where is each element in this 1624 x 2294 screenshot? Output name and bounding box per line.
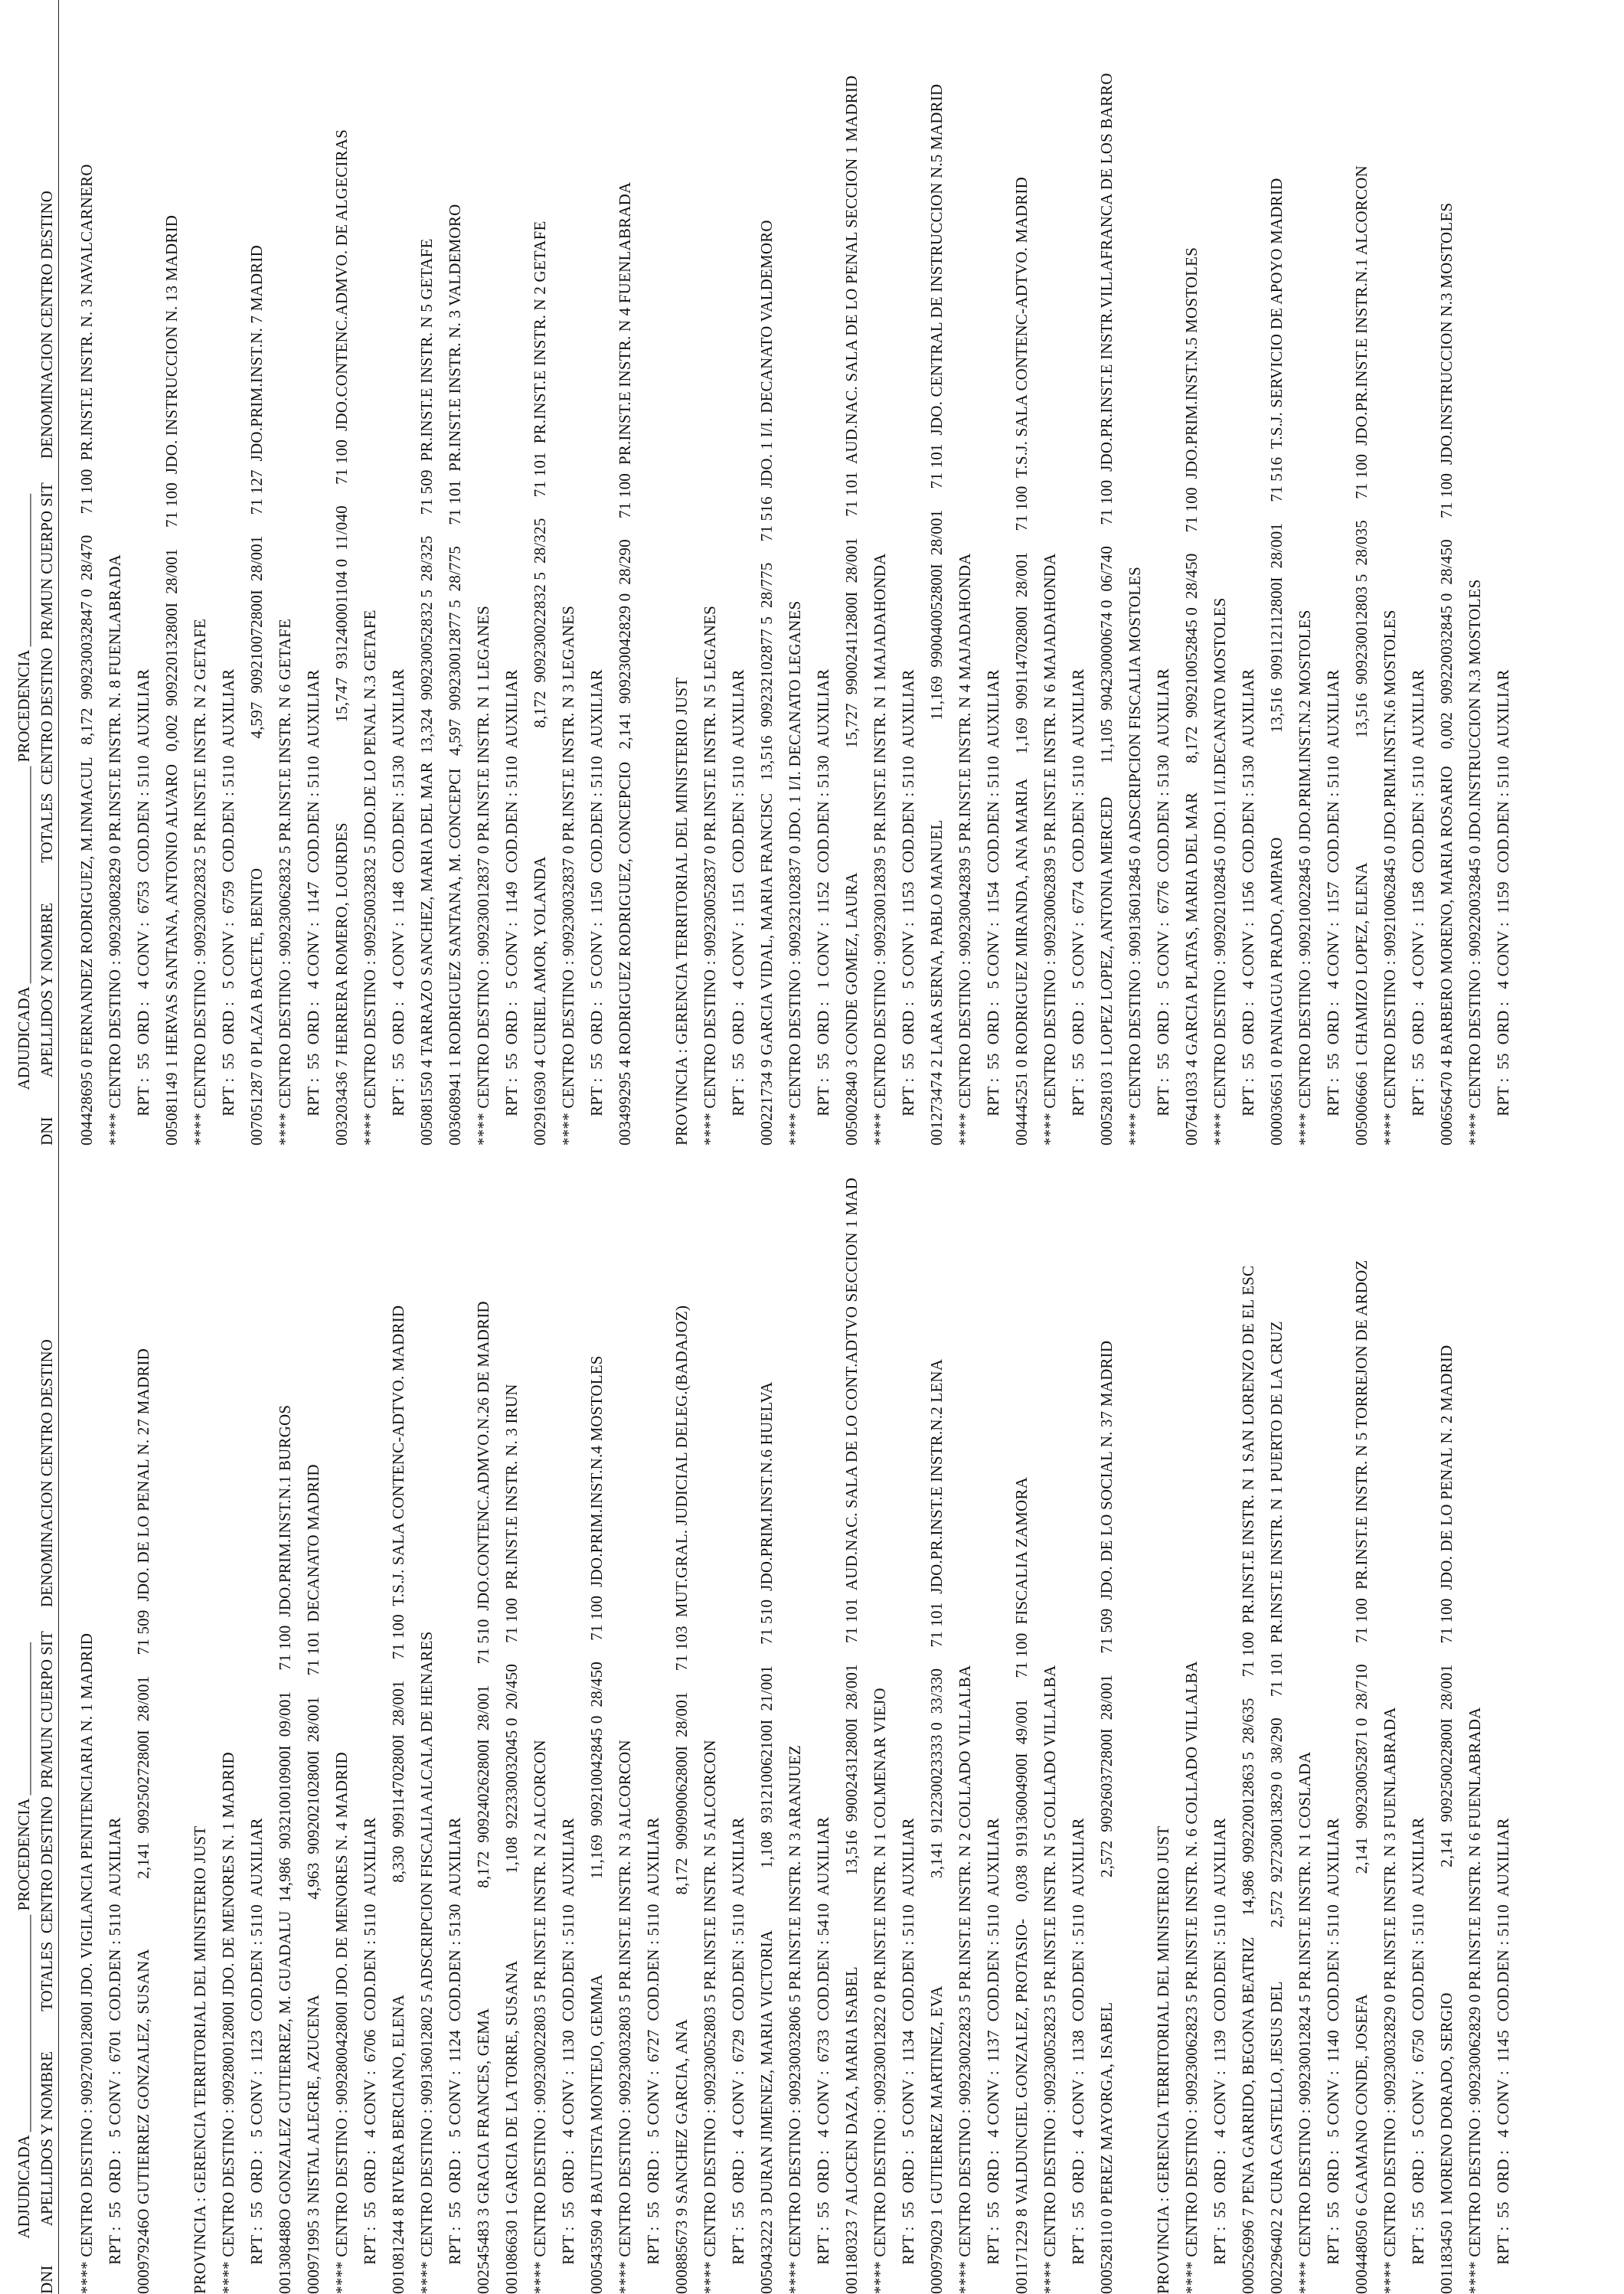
centro-destino-line: **** CENTRO DESTINO : 909230062823 5 PR.INST.E INSTR. N. 6 COLLADO VILLALBA	[1182, 1661, 1201, 2294]
centro-destino-line: **** CENTRO DESTINO : 909230032829 0 PR.INST.E INSTR. N 3 FUENLABRADA	[1381, 1707, 1399, 2294]
provincia-line: PROVINCIA : GERENCIA TERRITORIAL DEL MINISTERIO JUST	[1154, 1825, 1172, 2294]
rpt-detail-line: RPT : 55 ORD : 4 CONV : 1159 COD.DEN : 5110 AUXILIAR	[1494, 669, 1512, 1145]
adjudicatario-line: 001081244 8 RIVERA BERCIANO, ELENA 8,330 909114702800I 28/001 71 100 T.S.J. SALA CONTENC-ADTVO. MADRID	[389, 1305, 407, 2294]
rpt-detail-line: RPT : 55 ORD : 4 CONV : 6753 COD.DEN : 5110 AUXILIAR	[134, 668, 152, 1145]
centro-destino-line: **** CENTRO DESTINO : 909230032803 5 PR.INST.E INSTR. N 3 ALCORCON	[616, 1740, 634, 2294]
centro-destino-line: **** CENTRO DESTINO : 909230022803 5 PR.INST.E INSTR. N 2 ALCORCON	[531, 1740, 549, 2294]
adjudicatario-line: 007641033 4 GARCIA PLATAS, MARIA DEL MAR 8,172 909210052845 0 28/450 71 100 JDO.PRIM.INST.N.5 MOSTOLES	[1182, 247, 1201, 1145]
adjudicatario-line: 000528103 1 LOPEZ LOPEZ, ANTONIA MERCED 11,105 904230000674 0 06/740 71 100 JDO.PR.INST.E INSTR.VILLAFRANCA DE LOS BARRO	[1097, 73, 1116, 1145]
rpt-detail-line: RPT : 55 ORD : 5 CONV : 1153 COD.DEN : 5110 AUXILIAR	[899, 669, 917, 1145]
header-rule	[58, 1145, 59, 2294]
adjudicatario-line: 002545483 3 GRACIA FRANCES, GEMA 8,172 909240262800I 28/001 71 510 JDO.CONTENC.ADMVO.N.26 DE MADRID	[474, 1301, 492, 2294]
centro-destino-line: **** CENTRO DESTINO : 909230052803 5 PR.INST.E INSTR. N 5 ALCORCON	[701, 1740, 719, 2294]
rpt-detail-line: RPT : 55 ORD : 4 CONV : 6706 COD.DEN : 5110 AUXILIAR	[361, 1817, 379, 2294]
adjudicatario-line: 000528110 0 PEREZ MAYORGA, ISABEL 2,572 909260372800I 28/001 71 509 JDO. DE LO SOCIAL N. 37 MADRID	[1097, 1340, 1116, 2294]
adjudicatario-line: 003608941 1 RODRIGUEZ SANTANA, M. CONCEPCI 4,597 909230012877 5 28/775 71 101 PR.INST.E INSTR. N. 3 VALDEMORO	[446, 204, 464, 1145]
adjudicatario-line: 001171229 8 VALDUNCIEL GONZALEZ, PROTASIO- 0,038 919136004900I 49/001 71 100 FISCALIA ZAMORA	[1012, 1477, 1031, 2294]
rpt-detail-line: RPT : 55 ORD : 4 CONV : 6733 COD.DEN : 5410 AUXILIAR	[814, 1816, 832, 2294]
rpt-detail-line: RPT : 55 ORD : 5 CONV : 1149 COD.DEN : 5110 AUXILIAR	[502, 669, 521, 1145]
rpt-detail-line: RPT : 55 ORD : 4 CONV : 1157 COD.DEN : 5110 AUXILIAR	[1324, 669, 1342, 1145]
adjudicatario-line: 003203436 7 HERRERA ROMERO, LOURDES 15,747 931240001104 0 11/040 71 100 JDO.CONTENC.ADMVO. DE ALGECIRAS	[332, 129, 351, 1145]
rpt-detail-line: RPT : 55 ORD : 5 CONV : 6701 COD.DEN : 5110 AUXILIAR	[106, 1817, 124, 2294]
rpt-detail-line: RPT : 55 ORD : 5 CONV : 6759 COD.DEN : 5110 AUXILIAR	[219, 668, 237, 1145]
adjudicatario-line: 000979029 1 GUTIERREZ MARTINEZ, EVA 3,141 912230023333 0 33/330 71 101 JDO.PR.INST.E INSTR.N.2 LENA	[927, 1358, 946, 2294]
centro-destino-line: **** CENTRO DESTINO : 909230032806 5 PR.INST.E INSTR. N 3 ARANJUEZ	[786, 1745, 804, 2294]
adjudicatario-line: 005006666 1 CHAMIZO LOPEZ, ELENA 13,516 909230012803 5 28/035 71 100 JDO.PR.INST.E INSTR.N.1 ALCORCON	[1352, 165, 1371, 1145]
rpt-detail-line: RPT : 55 ORD : 4 CONV : 1145 COD.DEN : 5110 AUXILIAR	[1494, 1818, 1512, 2294]
adjudicatario-line: 000036651 0 PANIAGUA PRADO, AMPARO 13,516 909112112800I 28/001 71 516 T.S.J. SERVICIO DE APOYO MADRID	[1267, 178, 1286, 1145]
rpt-detail-line: RPT : 55 ORD : 5 CONV : 1154 COD.DEN : 5110 AUXILIAR	[984, 669, 1002, 1145]
rpt-detail-line: RPT : 55 ORD : 4 CONV : 1158 COD.DEN : 5110 AUXILIAR	[1409, 669, 1427, 1145]
column-header	[0, 0, 61, 1145]
centro-destino-line: **** CENTRO DESTINO : 909230052837 0 PR.INST.E INSTR. N 5 LEGANES	[701, 605, 719, 1145]
adjudicatario-line: 001180323 7 ALOCEN DAZA, MARIA ISABEL 13,516 990024312800I 28/001 71 101 AUD.NAC. SALA DE LO CONT.ADTVO SECCION 1 MAD	[842, 1178, 861, 2294]
adjudicatario-line: 005002840 3 CONDE GOMEZ, LAURA 15,727 990024112800I 28/001 71 101 AUD.NAC. SALA DE LO PENAL SECCION 1 MADRID	[842, 75, 861, 1145]
rpt-detail-line: RPT : 55 ORD : 4 CONV : 1148 COD.DEN : 5130 AUXILIAR	[389, 668, 407, 1145]
centro-destino-line: **** CENTRO DESTINO : 909230062832 5 PR.INST.E INSTR. N 6 GETAFE	[276, 619, 294, 1145]
rpt-detail-line: RPT : 55 ORD : 4 CONV : 6729 COD.DEN : 5110 AUXILIAR	[729, 1817, 747, 2294]
rpt-detail-line: RPT : 55 ORD : 4 CONV : 1139 COD.DEN : 5110 AUXILIAR	[1211, 1818, 1229, 2294]
rpt-detail-line: RPT : 55 ORD : 4 CONV : 1147 COD.DEN : 5110 AUXILIAR	[304, 669, 322, 1145]
left-column	[0, 1145, 1624, 2294]
column-header	[0, 1145, 61, 2294]
header-field-line: DNI APELLIDOS Y NOMBRE TOTALES CENTRO DESTINO PR/MUN CUERPO SIT DENOMINACION CENTRO DESTINO	[38, 191, 56, 1145]
centro-destino-line: **** CENTRO DESTINO : 909232102837 0 JDO. 1 I/I. DECANATO LEGANES	[786, 600, 804, 1145]
adjudicatario-line: 000656470 4 BARBERO MORENO, MARIA ROSARIO 0,002 909220032845 0 28/450 71 100 JDO.INSTRUCCION N.3 MOSTOLES	[1437, 202, 1456, 1145]
rpt-detail-line: RPT : 55 ORD : 5 CONV : 1134 COD.DEN : 5110 AUXILIAR	[899, 1818, 917, 2294]
header-rule	[58, 0, 59, 1145]
rpt-detail-line: RPT : 55 ORD : 4 CONV : 1156 COD.DEN : 5130 AUXILIAR	[1239, 668, 1257, 1145]
centro-destino-line: **** CENTRO DESTINO : 909280012800I JDO. DE MENORES N. 1 MADRID	[219, 1752, 237, 2294]
centro-destino-line: **** CENTRO DESTINO : 909210062845 0 JDO.PRIM.INST.N.6 MOSTOLES	[1381, 609, 1399, 1145]
rpt-detail-line: RPT : 55 ORD : 4 CONV : 1151 COD.DEN : 5110 AUXILIAR	[729, 669, 747, 1145]
rpt-detail-line: RPT : 55 ORD : 5 CONV : 1150 COD.DEN : 5110 AUXILIAR	[587, 669, 606, 1145]
centro-destino-line: **** CENTRO DESTINO : 909230012839 5 PR.INST.E INSTR. N 1 MAJADAHONDA	[871, 553, 889, 1145]
adjudicatario-line: 005043222 3 DURAN JIMENEZ, MARIA VICTORIA 1,108 931210062100I 21/001 71 510 JDO.PRIM.INST.N.6 HUELVA	[757, 1381, 776, 2294]
rpt-detail-line: RPT : 55 ORD : 4 CONV : 1137 COD.DEN : 5110 AUXILIAR	[984, 1818, 1002, 2294]
adjudicatario-line: 001273474 2 LARA SERNA, PABLO MANUEL 11,169 990040052800I 28/001 71 101 JDO. CENTRAL DE INSTRUCCION N.5 MADRID	[927, 83, 946, 1145]
adjudicatario-line: 000971995 3 NISTAL ALEGRE, AZUCENA 4,963 909202102800I 28/001 71 101 DECANATO MADRID	[304, 1464, 322, 2294]
rpt-detail-line: RPT : 55 ORD : 5 CONV : 1124 COD.DEN : 5130 AUXILIAR	[446, 1817, 464, 2294]
adjudicatario-line: 001086630 1 GARCIA DE LA TORRE, SUSANA 1,108 922330032045 0 20/450 71 100 PR.INST.E INSTR. N. 3 IRUN	[502, 1384, 521, 2294]
rpt-detail-line: RPT : 55 ORD : 5 CONV : 6750 COD.DEN : 5110 AUXILIAR	[1409, 1817, 1427, 2294]
rpt-detail-line: RPT : 55 ORD : 4 CONV : 1130 COD.DEN : 5110 AUXILIAR	[559, 1818, 577, 2294]
adjudicatario-line: 000885673 9 SANCHEZ GARCIA, ANA 8,172 909090062800I 28/001 71 103 MUT.GRAL. JUDICIAL DELEG.(BADAJOZ)	[672, 1305, 691, 2294]
centro-destino-line: **** CENTRO DESTINO : 909230062829 0 PR.INST.E INSTR. N 6 FUENLABRADA	[1466, 1707, 1484, 2294]
rpt-detail-line: RPT : 55 ORD : 5 CONV : 6776 COD.DEN : 5130 AUXILIAR	[1154, 668, 1172, 1145]
provincia-line: PROVINCIA : GERENCIA TERRITORIAL DEL MINISTERIO JUST	[672, 677, 691, 1145]
centro-destino-line: **** CENTRO DESTINO : 909230012824 5 PR.INST.E INSTR. N 1 COSLADA	[1296, 1751, 1314, 2294]
header-field-line: DNI APELLIDOS Y NOMBRE TOTALES CENTRO DESTINO PR/MUN CUERPO SIT DENOMINACION CENTRO DESTINO	[38, 1339, 56, 2294]
centro-destino-line: **** CENTRO DESTINO : 909230042839 5 PR.INST.E INSTR. N 4 MAJADAHONDA	[956, 553, 974, 1145]
adjudicatario-line: 004428695 0 FERNANDEZ RODRIGUEZ, M.INMACUL 8,172 909230032847 0 28/470 71 100 PR.INST.E INSTR. N. 3 NAVALCARNERO	[77, 164, 96, 1145]
centro-destino-line: **** CENTRO DESTINO : 909136012845 0 ADSCRIPCION FISCALIA MOSTOLES	[1126, 566, 1144, 1145]
centro-destino-line: **** CENTRO DESTINO : 909220032845 0 JDO.INSTRUCCION N.3 MOSTOLES	[1466, 579, 1484, 1145]
centro-destino-line: **** CENTRO DESTINO : 909270012800I JDO. VIGILANCIA PENITENCIARIA N. 1 MADRID	[77, 1632, 96, 2294]
adjudicatario-line: 000526996 7 PENA GARRIDO, BEGONA BEATRIZ 14,986 909220012863 5 28/635 71 100 PR.INST.E INSTR. N 1 SAN LORENZO DE EL ESC	[1239, 1265, 1257, 2294]
adjudicatario-line: 002296402 2 CURA CASTELLO, JESUS DEL 2,572 927230013829 0 38/290 71 101 PR.INST.E INSTR. N 1 PUERTO DE LA CRUZ	[1267, 1321, 1286, 2294]
provincia-line: PROVINCIA : GERENCIA TERRITORIAL DEL MINISTERIO JUST	[191, 1825, 209, 2294]
centro-destino-line: **** CENTRO DESTINO : 909230032837 0 PR.INST.E INSTR. N 3 LEGANES	[559, 605, 577, 1145]
rpt-detail-line: RPT : 55 ORD : 5 CONV : 6774 COD.DEN : 5110 AUXILIAR	[1069, 668, 1087, 1145]
centro-destino-line: **** CENTRO DESTINO : 909280042800I JDO. DE MENORES N. 4 MADRID	[332, 1752, 351, 2294]
adjudicatario-line: 000979246O GUTIERREZ GONZALEZ, SUSANA 2,141 909250272800I 28/001 71 509 JDO. DE LO PENAL N. 27 MADRID	[134, 1348, 152, 2294]
adjudicatario-line: 005081550 4 TARRAZO SANCHEZ, MARIA DEL MAR 13,324 909230052832 5 28/325 71 509 PR.INST.E INSTR. N 5 GETAFE	[417, 238, 436, 1145]
centro-destino-line: **** CENTRO DESTINO : 909230062839 5 PR.INST.E INSTR. N 6 MAJADAHONDA	[1041, 553, 1059, 1145]
centro-destino-line: **** CENTRO DESTINO : 909230052823 5 PR.INST.E INSTR. N 5 COLLADO VILLALBA	[1041, 1665, 1059, 2294]
rpt-detail-line: RPT : 55 ORD : 1 CONV : 1152 COD.DEN : 5130 AUXILIAR	[814, 668, 832, 1145]
centro-destino-line: **** CENTRO DESTINO : 909230012822 0 PR.INST.E INSTR. N 1 COLMENAR VIEJO	[871, 1688, 889, 2294]
centro-destino-line: **** CENTRO DESTINO : 909230022823 5 PR.INST.E INSTR. N 2 COLLADO VILLALBA	[956, 1665, 974, 2294]
adjudicatario-line: 001183450 1 MORENO DORADO, SERGIO 2,141 909250022800I 28/001 71 100 JDO. DE LO PENAL N. 2 MADRID	[1437, 1345, 1456, 2294]
adjudicatario-line: 000221734 9 GARCIA VIDAL, MARIA FRANCISC 13,516 909232102877 5 28/775 71 516 JDO. 1 I/I. DECANATO VALDEMORO	[757, 220, 776, 1145]
rpt-detail-line: RPT : 55 ORD : 4 CONV : 1138 COD.DEN : 5110 AUXILIAR	[1069, 1818, 1087, 2294]
centro-destino-line: **** CENTRO DESTINO : 909202102845 0 JDO.1 I/I.DECANATO MOSTOLES	[1211, 597, 1229, 1145]
rpt-detail-line: RPT : 55 ORD : 5 CONV : 6727 COD.DEN : 5110 AUXILIAR	[644, 1817, 662, 2294]
header-group-line: ADJUDICADA ___________________________ PROCEDENCIA ___________________	[15, 493, 33, 1145]
centro-destino-line: **** CENTRO DESTINO : 909210022845 0 JDO.PRIM.INST.N.2 MOSTOLES	[1296, 609, 1314, 1145]
rpt-detail-line: RPT : 55 ORD : 5 CONV : 1123 COD.DEN : 5110 AUXILIAR	[247, 1818, 266, 2294]
centro-destino-line: **** CENTRO DESTINO : 909250032832 5 JDO.DE LO PENAL N.3 GETAFE	[361, 609, 379, 1145]
adjudicatario-line: 007051287 0 PLAZA BACETE, BENITO 4,597 909210072800I 28/001 71 127 JDO.PRIM.INST.N. 7 MADRID	[247, 245, 266, 1145]
adjudicatario-line: 003499295 4 RODRIGUEZ RODRIGUEZ, CONCEPCIO 2,141 909230042829 0 28/290 71 100 PR.INST.E INSTR. N 4 FUENLABRADA	[616, 181, 634, 1145]
adjudicatario-line: 002916930 4 CURIEL AMOR, YOLANDA 8,172 909230022832 5 28/325 71 101 PR.INST.E INSTR. N 2 GETAFE	[531, 221, 549, 1145]
centro-destino-line: **** CENTRO DESTINO : 909230012837 0 PR.INST.E INSTR. N 1 LEGANES	[474, 605, 492, 1145]
adjudicatario-line: 001308488O GONZALEZ GUTIERREZ, M. GUADALU 14,986 903210010900I 09/001 71 100 JDO.PRIM.INST.N.1 BURGOS	[276, 1404, 294, 2294]
adjudicatario-line: 000543590 4 BAUTISTA MONTEJO, GEMMA 11,169 909210042845 0 28/450 71 100 JDO.PRIM.INST.N.4 MOSTOLES	[587, 1355, 606, 2294]
adjudicatario-line: 004445251 0 RODRIGUEZ MIRANDA, ANA MARIA 1,169 909114702800I 28/001 71 100 T.S.J. SALA CONTENC-ADTVO. MADRID	[1012, 177, 1031, 1145]
centro-destino-line: **** CENTRO DESTINO : 909230022832 5 PR.INST.E INSTR. N 2 GETAFE	[191, 619, 209, 1145]
adjudicatario-line: 000448050 6 CAAMANO CONDE, JOSEFA 2,141 909230052871 0 28/710 71 100 PR.INST.E INSTR. N 5 TORREJON DE ARDOZ	[1352, 1260, 1371, 2294]
centro-destino-line: **** CENTRO DESTINO : 909230082829 0 PR.INST.E INSTR. N. 8 FUENLABRADA	[106, 554, 124, 1145]
right-column	[0, 0, 1624, 1145]
adjudicatario-line: 005081149 1 HERVAS SANTANA, ANTONIO ALVARO 0,002 909220132800I 28/001 71 100 JDO. INSTRUCCION N. 13 MADRID	[162, 214, 181, 1145]
centro-destino-line: **** CENTRO DESTINO : 909136012802 5 ADSCRIPCION FISCALIA ALCALA DE HENARES	[417, 1631, 436, 2294]
header-group-line: ADJUDICADA ___________________________ PROCEDENCIA ___________________	[15, 1642, 33, 2294]
rpt-detail-line: RPT : 55 ORD : 5 CONV : 1140 COD.DEN : 5110 AUXILIAR	[1324, 1818, 1342, 2294]
